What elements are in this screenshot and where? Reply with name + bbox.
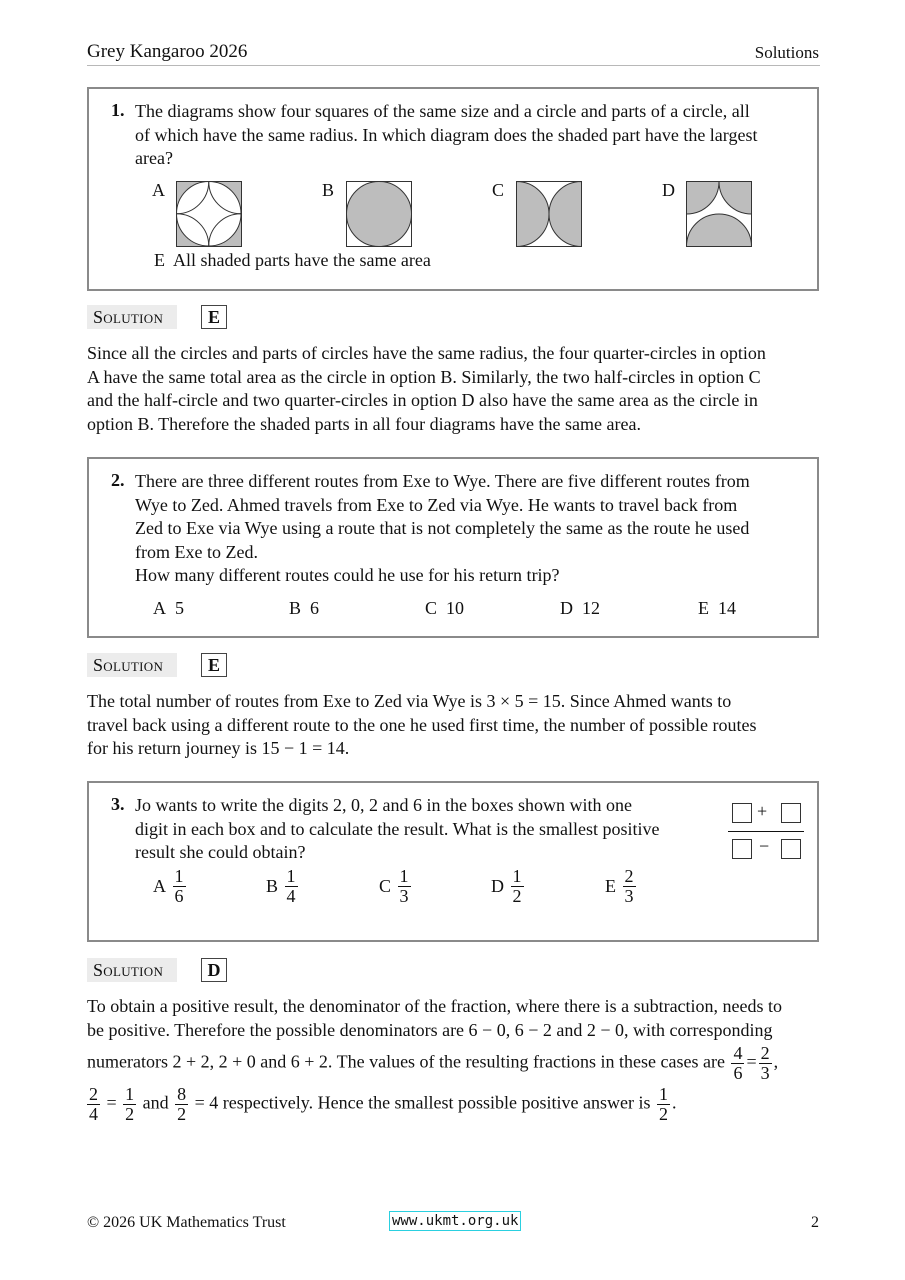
option-c-label: C bbox=[492, 180, 505, 200]
question-2-box bbox=[87, 457, 819, 638]
question-text: The diagrams show four squares of the same size and a circle and parts of a circle, all of which have the same radius. In which diagram does the shaded part have the largest area? bbox=[135, 101, 758, 168]
option-d-figure bbox=[686, 181, 752, 247]
question-number: 3. bbox=[111, 794, 125, 814]
question-number: 1. bbox=[111, 100, 125, 120]
question-text: There are three different routes from Exe to Wye. There are five different routes from Wye to Zed. Ahmed travels from Exe to Zed via Wye. He wants to travel back from Zed to Exe via Wye using a route that is not completely the same as the route he used from Exe to Zed. How many different routes could he use for his return trip? bbox=[135, 471, 750, 585]
option-a: A 5 bbox=[153, 598, 184, 618]
solution-label: Solution bbox=[87, 958, 177, 982]
solution-label: Solution bbox=[87, 305, 177, 329]
website-link[interactable]: www.ukmt.org.uk bbox=[389, 1211, 521, 1231]
solution-answer-box: D bbox=[201, 958, 227, 982]
page-number: 2 bbox=[811, 1214, 819, 1231]
option-a: A $\frac{1}{6}$ bbox=[153, 866, 184, 906]
solution-label: Solution bbox=[87, 653, 177, 677]
option-a-figure bbox=[176, 181, 242, 247]
option-b-figure bbox=[346, 181, 412, 247]
option-b-label: B bbox=[322, 180, 335, 200]
option-b: B $\frac{1}{4}$ bbox=[266, 866, 296, 906]
option-a-label: A bbox=[152, 180, 165, 200]
option-e: E $\frac{2}{3}$ bbox=[605, 866, 634, 906]
question-number: 2. bbox=[111, 470, 125, 490]
option-d: D 12 bbox=[560, 598, 600, 618]
option-d: D $\frac{1}{2}$ bbox=[491, 866, 522, 906]
document-title: Grey Kangaroo 2026 bbox=[87, 41, 248, 62]
copyright-text: © 2026 UK Mathematics Trust bbox=[87, 1214, 286, 1231]
minus-sign: − bbox=[759, 836, 770, 856]
option-c: C $\frac{1}{3}$ bbox=[379, 866, 409, 906]
option-c-figure bbox=[516, 181, 582, 247]
solution-1-text: Since all the circles and parts of circles have the same radius, the four quarter-circles in option A have the same total area as the circle in option B. Similarly, the two half-circles in option C and the half-circle and two quarter-circles in option D also have the same area as the circle in option B. Therefore the shaded parts in all four diagrams have the same area. bbox=[87, 343, 766, 434]
empty-box bbox=[781, 803, 801, 823]
header-divider bbox=[87, 65, 820, 66]
solution-3-text: To obtain a positive result, the denominator of the fraction, where there is a subtraction, needs to be positive. Therefore the possible denominators are 6 − 0, 6 − 2 and 2 − 0, with corresponding numerators 2 + 2, 2 + 0 and 6 + 2. The values of the resulting fractions in these cases are $\frac{4}{6}$ = $\frac{2}{3}$ , $\frac{2}{4}$ = $\frac{1}{2}$ and $\frac{8}{2}$ = 4 respectively. Hence the smallest possible positive answer is $\frac{1}{2}$ . bbox=[87, 996, 783, 1124]
option-e-text: E All shaded parts have the same area bbox=[154, 250, 431, 270]
empty-box bbox=[781, 839, 801, 859]
option-c: C 10 bbox=[425, 598, 465, 618]
option-d-label: D bbox=[662, 180, 675, 200]
question-3-box bbox=[87, 781, 819, 942]
question-text: Jo wants to write the digits 2, 0, 2 and 6 in the boxes shown with one digit in each box and to calculate the result. What is the smallest positive result she could obtain? bbox=[135, 795, 660, 862]
solution-answer-box: E bbox=[201, 305, 227, 329]
empty-box bbox=[732, 839, 752, 859]
solution-answer-box: E bbox=[201, 653, 227, 677]
question-1-box bbox=[87, 87, 819, 291]
box-expression-figure bbox=[726, 803, 806, 863]
option-e: E 14 bbox=[698, 598, 736, 618]
section-title: Solutions bbox=[754, 43, 819, 62]
option-b: B 6 bbox=[289, 598, 320, 618]
fraction-bar bbox=[728, 831, 804, 832]
solution-2-text: The total number of routes from Exe to Zed via Wye is 3 × 5 = 15. Since Ahmed wants to travel back using a different route to the one he used first time, the number of possible routes for his return journey is 15 − 1 = 14. bbox=[87, 691, 757, 758]
empty-box bbox=[732, 803, 752, 823]
plus-sign: + bbox=[757, 801, 768, 821]
